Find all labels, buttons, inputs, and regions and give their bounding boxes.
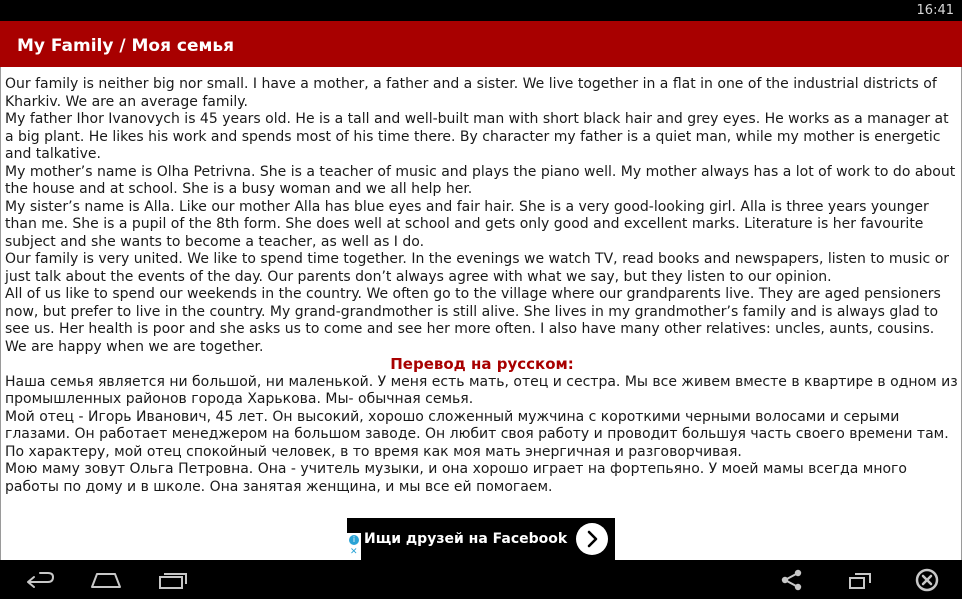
window-icon: [842, 568, 878, 592]
ad-text: Ищи друзей на Facebook: [364, 531, 568, 547]
english-paragraph-3: My mother’s name is Olha Petrivna. She is a teacher of music and plays the piano well. My mother always has a lot of work to do about the house and at school. She is a busy woman and we all help her.: [5, 163, 956, 197]
english-paragraph-1: Our family is neither big nor small. I have a mother, a father and a sister. We live together in a flat in one of the industrial districts of Kharkiv. We are an average family.: [5, 76, 937, 110]
recent-apps-icon: [155, 568, 191, 592]
app-bar: [0, 21, 962, 67]
home-button[interactable]: [88, 568, 124, 592]
ad-close-icon: ✕: [350, 547, 358, 557]
russian-paragraph-1: Наша семья является ни большой, ни маленькой. У меня есть мать, отец и сестра. Мы все живем вместе в квартире в одном из промышленных районов города Харькова. Мы- обычная семья.: [5, 373, 958, 407]
article-scroll-area[interactable]: [0, 67, 962, 518]
status-bar: [0, 0, 962, 21]
english-paragraph-2: My father Ihor Ivanovych is 45 years old. He is a tall and well-built man with short black hair and grey eyes. He works as a manager at a big plant. He likes his work and spends most of his time there. By character my father is a quiet man, while my mother is energetic and talkative.: [5, 111, 949, 162]
english-paragraph-4: My sister’s name is Alla. Like our mother Alla has blue eyes and fair hair. She is a very good-looking girl. Alla is three years younger than me. She is a pupil of the 8th form. She does well at school and gets only good and excellent marks. Literature is her favourite subject and she wants to become a teacher, as well as I do.: [5, 198, 929, 250]
system-nav-bar: [0, 560, 962, 599]
share-button[interactable]: [774, 568, 810, 592]
chevron-right-icon: [576, 523, 608, 555]
translation-heading: Перевод на русском:: [390, 355, 574, 373]
ad-arrow-button[interactable]: [576, 523, 608, 555]
close-circle-icon: [909, 568, 945, 592]
close-app-button[interactable]: [909, 568, 945, 592]
recent-apps-button[interactable]: [155, 568, 191, 592]
article-text: [5, 76, 959, 496]
english-paragraph-5: Our family is very united. We like to spend time together. In the evenings we watch TV, read books and newspapers, listen to music or just talk about the events of the day. Our parents don’t always agree with what we say, but they listen to our opinion.: [5, 251, 950, 285]
home-icon: [88, 568, 124, 592]
page-title: My Family / Моя семья: [17, 36, 235, 56]
ad-banner[interactable]: [347, 518, 615, 560]
back-button[interactable]: [22, 568, 58, 592]
russian-paragraph-3: Мою маму зовут Ольга Петровна. Она - учитель музыки, и она хорошо играет на фортепьяно. У моей мамы всегда много работы по дому и в школе. Она занятая женщина, и мы все ей помогаем.: [5, 461, 907, 495]
russian-paragraph-2: Мой отец - Игорь Иванович, 45 лет. Он высокий, хорошо сложенный мужчина с короткими черными волосами и серыми глазами. Он работает менеджером на большом заводе. Он любит своя работу и проводит большуя часть своего времени там. По характеру, мой отец спокойный человек, в то время как моя мать энергичная и разговорчивая.: [5, 408, 949, 460]
window-button[interactable]: [842, 568, 878, 592]
english-paragraph-6: All of us like to spend our weekends in the country. We often go to the village where our grandparents live. They are aged pensioners now, but prefer to live in the country. My grand-grandmother is still alive. She lives in my grandmother’s family and is always glad to see us. Her health is poor and she asks us to come and see her more often. I also have many other relatives: uncles, aunts, cousins. We are happy when we are together.: [5, 286, 941, 355]
status-clock: 16:41: [916, 3, 954, 18]
back-icon: [22, 568, 58, 592]
ad-choices[interactable]: [347, 533, 361, 560]
share-icon: [774, 568, 810, 592]
ad-info-icon: i: [349, 535, 359, 545]
